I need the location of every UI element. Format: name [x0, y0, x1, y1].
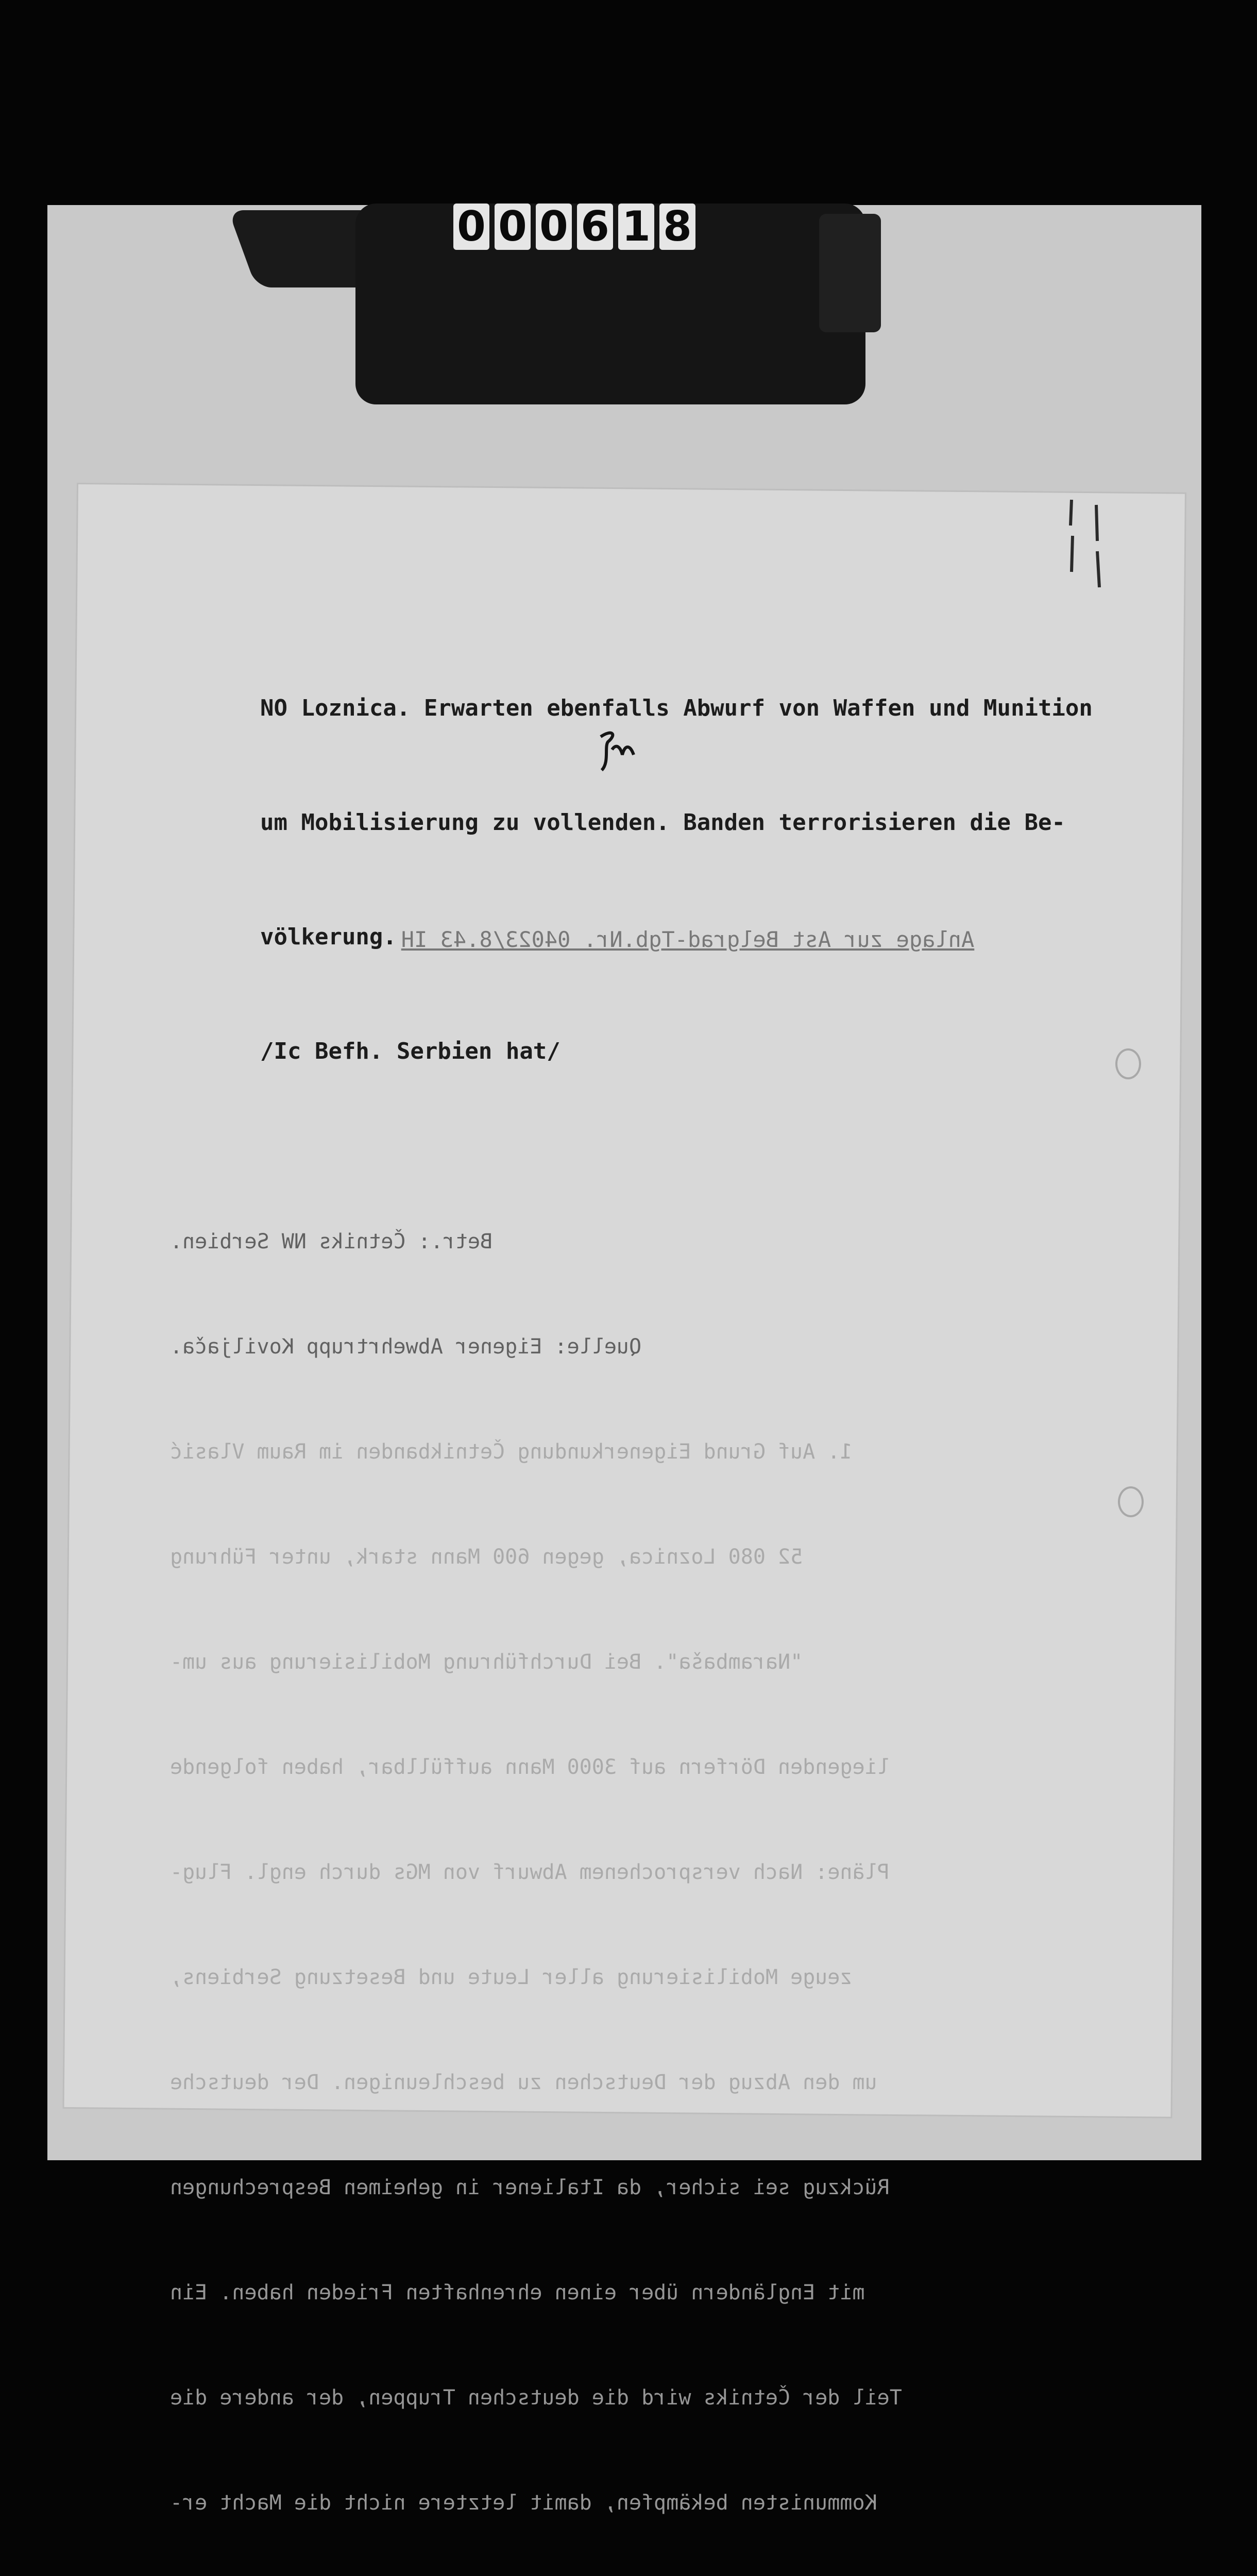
- counter-digit: 0: [495, 204, 531, 250]
- counter-digit: 6: [577, 204, 613, 250]
- bleed-line: Kommunisten bekämpfen, damit letztere nicht die Macht er-: [170, 2491, 877, 2515]
- punch-hole: [1118, 1486, 1144, 1517]
- typed-text: [260, 613, 1167, 1109]
- text-line: NO Loznica. Erwarten ebenfalls Abwurf von Waffen und Munition: [260, 695, 1093, 721]
- bleed-line: Rückzug sei sicher, da Italiener in geheimen Besprechungen: [170, 2176, 890, 2199]
- counter-digit: 8: [659, 204, 695, 250]
- bleed-line: um den Abzug der Deutschen zu beschleunigen. Der deutsche: [170, 2071, 877, 2094]
- bleed-line: Betr.: Četniks NW Serbien.: [170, 1230, 493, 1253]
- pencil-tick-marks: [1056, 495, 1113, 598]
- counter-digit: 1: [618, 204, 654, 250]
- bleed-line: 1. Auf Grund Eigenerkundung Četnikbanden im Raum Vlasić: [170, 1440, 853, 1464]
- bleed-line: 52 080 Loznica, gegen 600 Mann stark, unter Führung: [170, 1545, 803, 1569]
- text-line: /Ic Befh. Serbien hat/: [260, 1038, 560, 1064]
- counter-digit: 0: [536, 204, 572, 250]
- text-line: völkerung.: [260, 924, 397, 950]
- bleed-line: Quelle: Eigener Abwehrtrupp Koviljača.: [170, 1335, 642, 1359]
- counter-digit: 0: [453, 204, 489, 250]
- bleed-line: liegenden Dörfern auf 3000 Mann auffüllbar, haben folgende: [170, 1755, 890, 1779]
- bleed-through-heading: Anlage zur Ast Belgrad-Tgb.Nr. 04023/8.43 IH: [401, 927, 975, 952]
- frame-counter: [453, 204, 695, 250]
- handwritten-initials: [597, 726, 638, 773]
- bleed-line: zeuge Mobilisierung aller Leute und Besetzung Serbiens,: [170, 1965, 853, 1989]
- bleed-line: mit Engländern über einen ehrenhaften Frieden haben. Ein: [170, 2281, 865, 2304]
- punch-hole: [1115, 1048, 1141, 1079]
- bleed-line: "Narambaša". Bei Durchführung Mobilisierung aus um-: [170, 1650, 803, 1674]
- bleed-through-text: [170, 1154, 1035, 2576]
- counter-knob: [819, 214, 881, 332]
- bleed-line: Teil der Četniks wird die deutschen Truppen, der andere die: [170, 2386, 902, 2410]
- text-line: um Mobilisierung zu vollenden. Banden terrorisieren die Be-: [260, 809, 1065, 836]
- bleed-line: Pläne: Nach versprochenem Abwurf von MGs durch engl. Flug-: [170, 1860, 890, 1884]
